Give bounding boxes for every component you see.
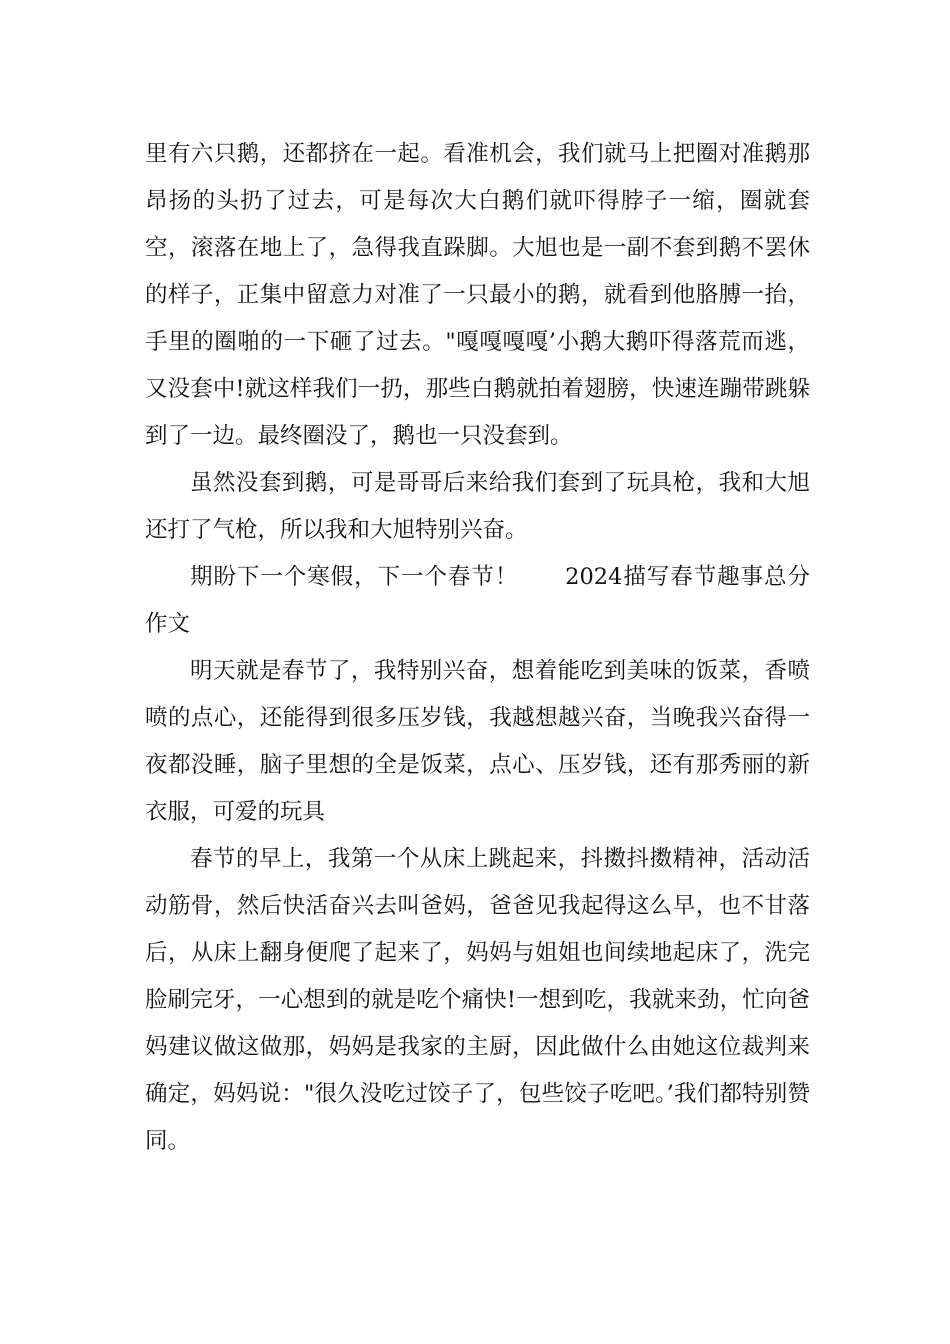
- paragraph-3: 期盼下一个寒假，下一个春节！ 2024描写春节趣事总分 作文: [145, 564, 818, 637]
- paragraph-5: 春节的早上，我第一个从床上跳起来，抖擞抖擞精神，活动活动筋骨，然后快活奋兴去叫爸妈，爸爸见我起得这么早，也不甘落后，从床上翻身便爬了起来了，妈妈与姐姐也间续地起床了，洗完脸刷完牙，一心想到的就是吃个痛快!一想到吃，我就来劲，忙向爸妈建议做这做那，妈妈是我家的主厨，因此做什么由她这位裁判来确定，妈妈说："很久没吃过饺子了，包些饺子吃吧。’我们都特别赞同。: [145, 846, 810, 1154]
- paragraph-4: 明天就是春节了，我特别兴奋，想着能吃到美味的饭菜，香喷喷的点心，还能得到很多压岁钱，我越想越兴奋，当晚我兴奋得一夜都没睡，脑子里想的全是饭菜，点心、压岁钱，还有那秀丽的新衣服，可爱的玩具: [145, 658, 810, 825]
- paragraph-1: 里有六只鹅，还都挤在一起。看准机会，我们就马上把圈对准鹅那昂扬的头扔了过去，可是每次大白鹅们就吓得脖子一缩，圈就套空，滚落在地上了，急得我直跺脚。大旭也是一副不套到鹅不罢休的样子，正集中留意力对准了一只最小的鹅，就看到他胳膊一抬，手里的圈啪的一下砸了过去。"嘎嘎嘎嘎’小鹅大鹅吓得落荒而逃，又没套中!就这样我们一扔，那些白鹅就拍着翅膀，快速连蹦带跳躲到了一边。最终圈没了，鹅也一只没套到。: [145, 141, 810, 449]
- document-body: [145, 131, 818, 1165]
- paragraph-2: 虽然没套到鹅，可是哥哥后来给我们套到了玩具枪，我和大旭还打了气枪，所以我和大旭特别兴奋。: [145, 470, 810, 543]
